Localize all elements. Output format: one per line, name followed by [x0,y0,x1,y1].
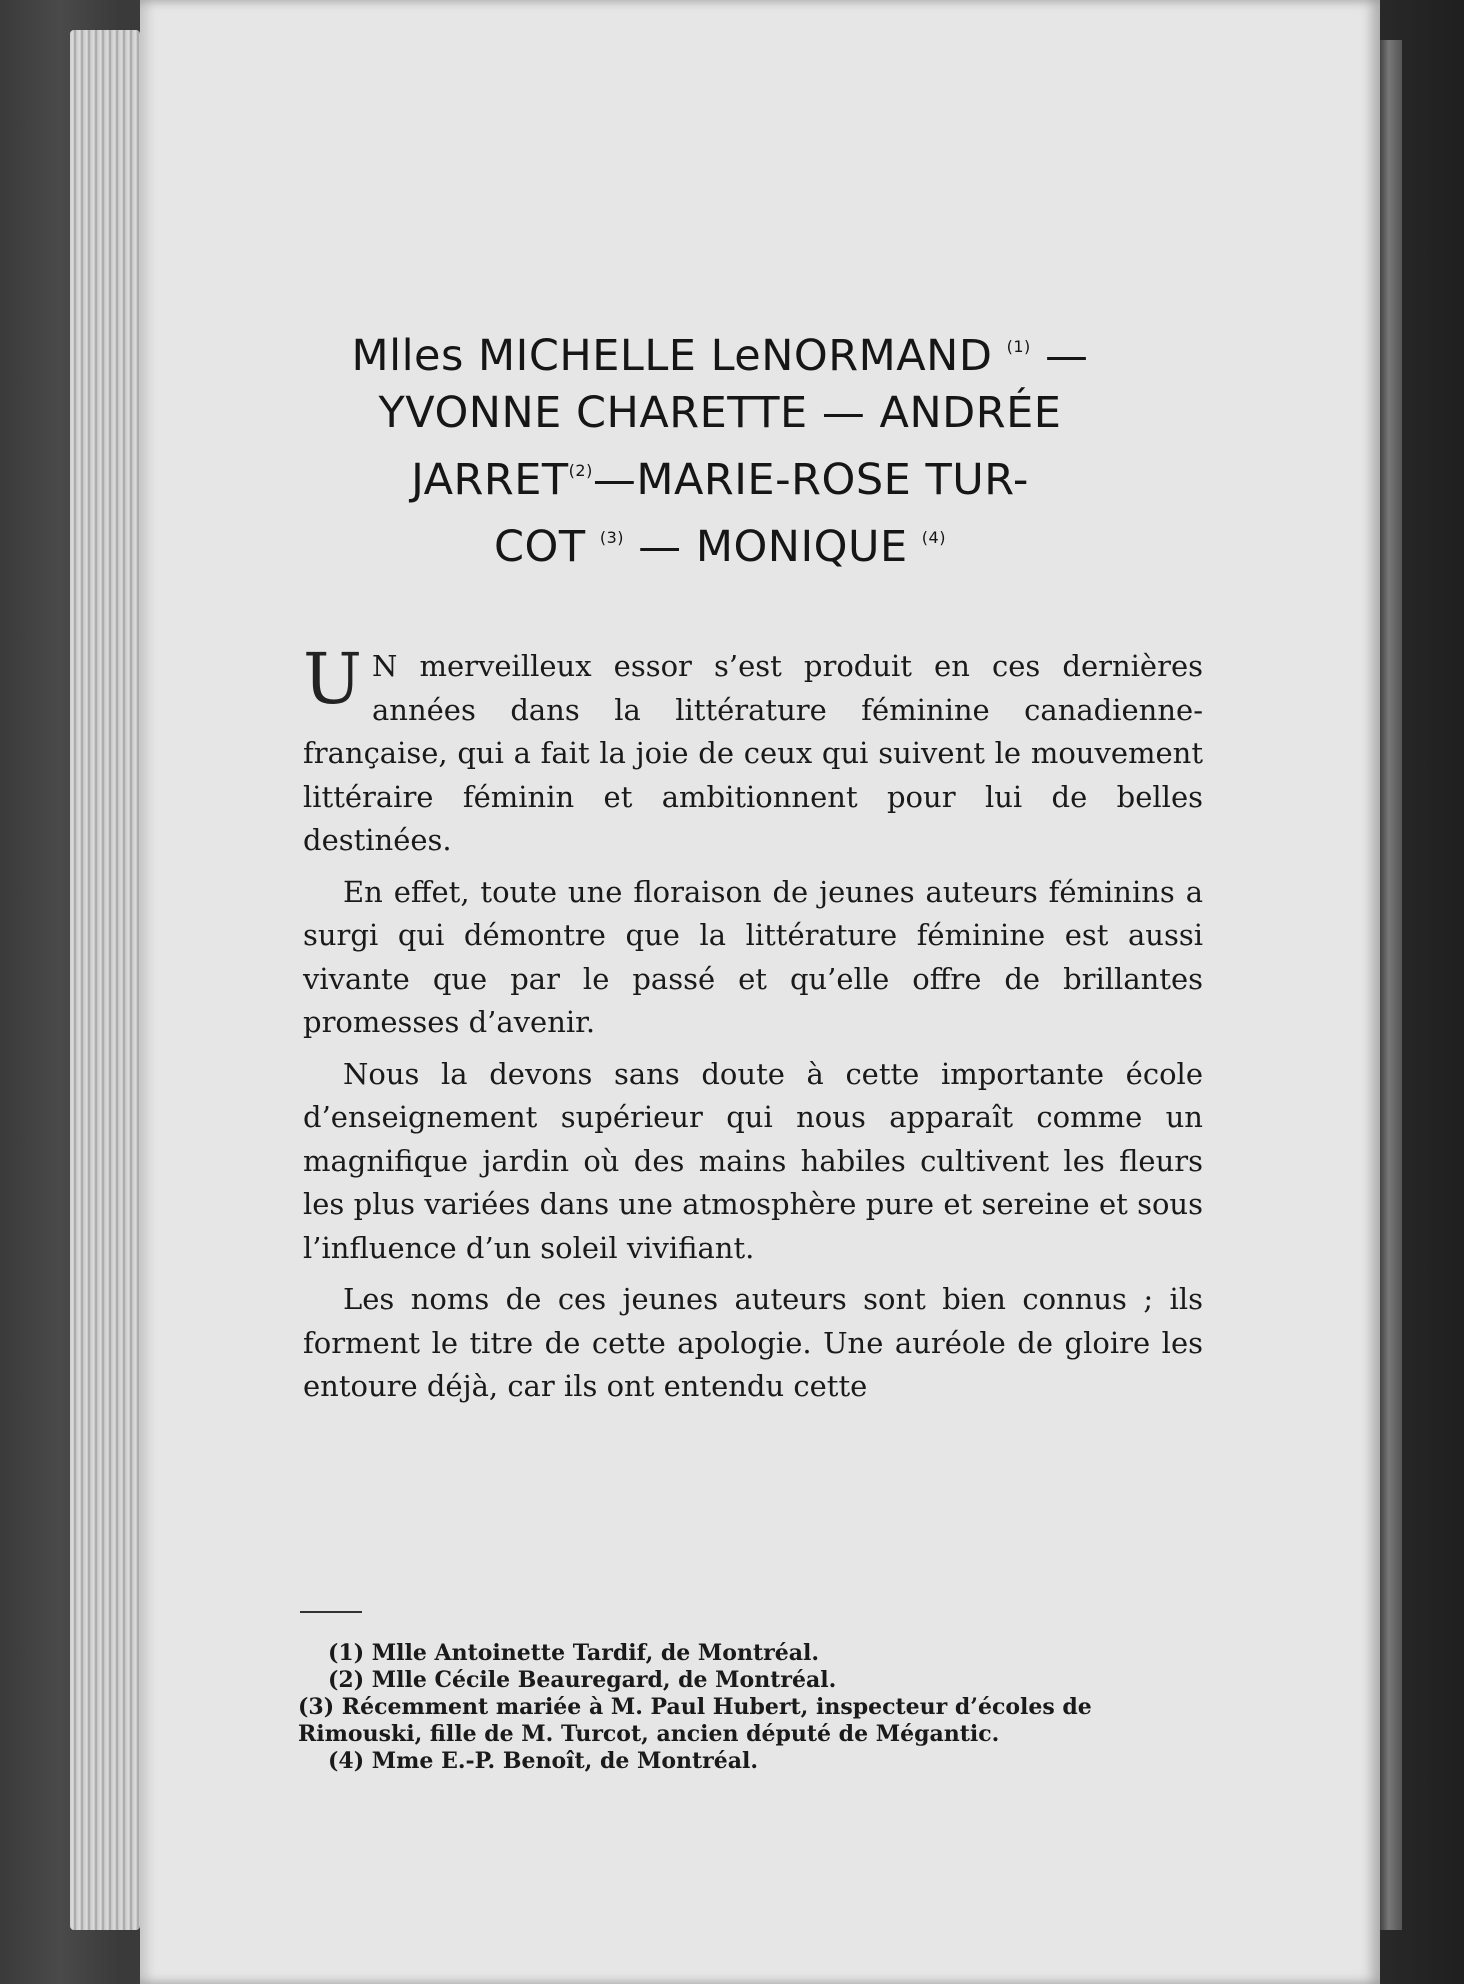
paragraph-text: N merveilleux essor s’est produit en ces dernières années dans la littérature féminine canadienne-française, qui a fait la joie de ceux qui suivent le mouvement littéraire féminin et ambitionnent pour lui de belles destinées. [303,649,1203,857]
title-text: —MARIE-ROSE TUR- [592,455,1029,505]
title-line-4 [190,509,1250,576]
title-text: Mlles MICHELLE LeNORMAND [351,331,993,381]
footnote: (4) Mme E.-P. Benoît, de Montréal. [328,1748,759,1774]
title-line-2 [190,385,1250,442]
title-text: COT [494,522,586,572]
footnote-ref: (4) [921,528,946,547]
footnote: (1) Mlle Antoinette Tardif, de Montréal. [328,1640,819,1666]
footnotes [298,1640,1203,1775]
footnote-ref: (3) [599,528,624,547]
footnote-ref: (1) [1006,337,1031,356]
title-text: — [1044,331,1089,381]
chapter-title [190,318,1250,576]
footnote: (3) Récemment mariée à M. Paul Hubert, inspecteur d’écoles de Rimouski, fille de M. Turcot, ancien député de Mégantic. [298,1694,1092,1747]
title-text: YVONNE CHARETTE — ANDRÉE [378,388,1062,438]
title-text: JARRET [411,455,569,505]
drop-cap: U [303,638,362,720]
body-text [303,638,1203,1417]
footnote: (2) Mlle Cécile Beauregard, de Montréal. [328,1667,837,1693]
footnote-separator [300,1611,362,1613]
title-line-3 [190,442,1250,509]
paragraph: Les noms de ces jeunes auteurs sont bien connus ; ils forment le titre de cette apologie. Une auréole de gloire les entoure déjà, car ils ont entendu cette [303,1282,1203,1403]
title-text: — MONIQUE [638,522,908,572]
paragraph: Nous la devons sans doute à cette importante école d’enseignement supérieur qui nous apparaît comme un magnifique jardin où des mains habiles cultivent les fleurs les plus variées dans une atmosphère pure et sereine et sous l’influence d’un soleil vivifiant. [303,1056,1203,1265]
title-line-1 [190,318,1250,385]
paragraph: En effet, toute une floraison de jeunes auteurs féminins a surgi qui démontre que la littérature féminine est aussi vivante que par le passé et qu’elle offre de brillantes promesses d’avenir. [303,874,1203,1039]
book-spine-edge [1380,40,1402,1930]
paragraph [303,638,1203,863]
book-page-edges [70,30,140,1930]
footnote-ref: (2) [568,461,593,480]
